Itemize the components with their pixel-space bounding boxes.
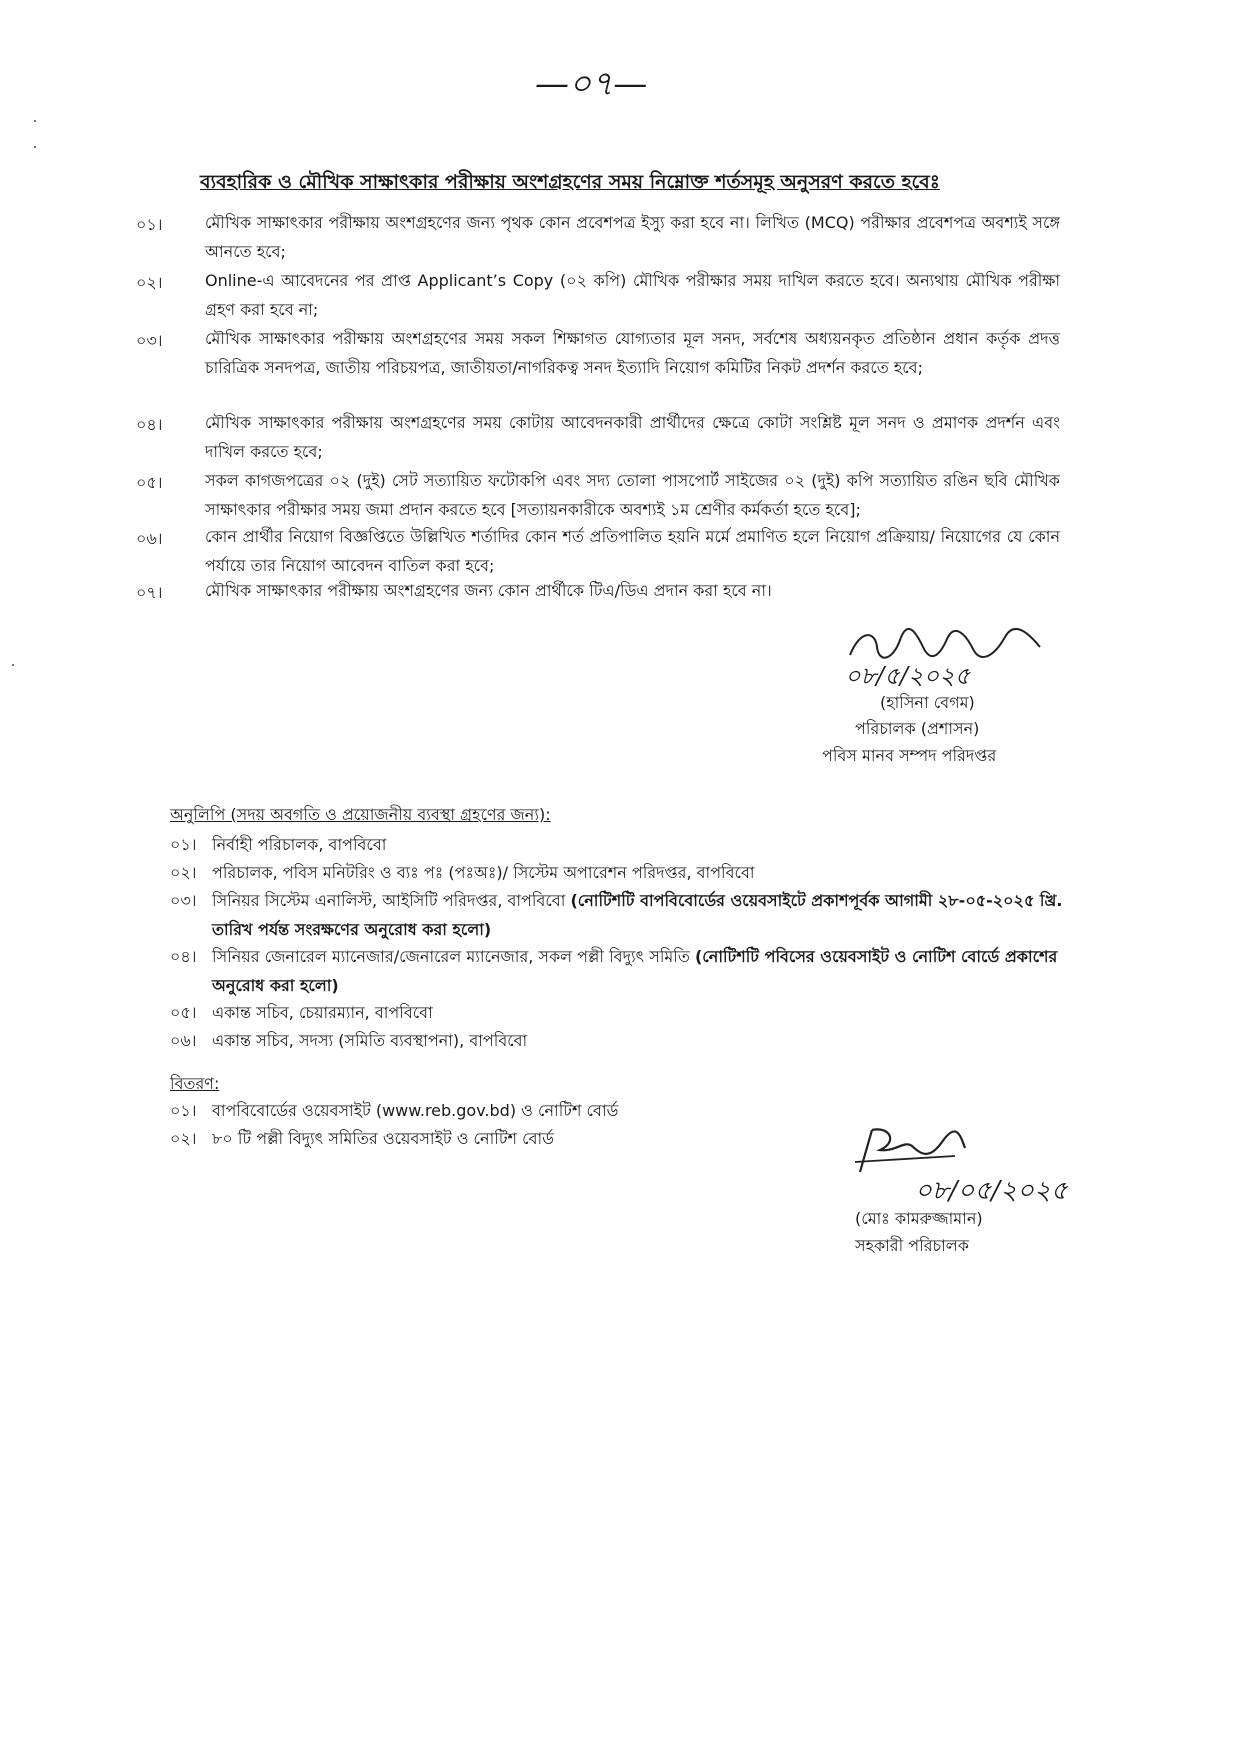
condition-text: Online-এ আবেদনের পর প্রাপ্ত Applicant’s Copy (০২ কপি) মৌখিক পরীক্ষার সময় দাখিল করতে হবে। অন্যথায় মৌখিক পরীক্ষা গ্রহণ করা হবে না;: [205, 271, 1060, 319]
copy-to-text: নির্বাহী পরিচালক, বাপবিবো: [212, 835, 387, 854]
signature-date-1: ০৮/৫/২০২৫: [845, 662, 971, 690]
signature-date-2: ০৮/০৫/২০২৫: [915, 1176, 1068, 1206]
copy-to-number: ০১।: [170, 835, 197, 854]
distribution-number: ০১।: [170, 1101, 197, 1120]
copy-to-title: অনুলিপি (সদয় অবগতি ও প্রয়োজনীয় ব্যবস্থা গ্রহণের জন্য):: [170, 805, 551, 824]
distribution-text: ৮০ টি পল্লী বিদ্যুৎ সমিতির ওয়েবসাইট ও নোটিশ বোর্ড: [212, 1129, 554, 1148]
condition-number: ০৬।: [136, 529, 163, 548]
condition-text: সকল কাগজপত্রের ০২ (দুই) সেট সত্যায়িত ফটোকপি এবং সদ্য তোলা পাসপোর্ট সাইজের ০২ (দুই) কপি সত্যায়িত রঙিন ছবি মৌখিক সাক্ষাৎকার পরীক্ষার সময় জমা প্রদান করতে হবে [সত্যায়নকারীকে অবশ্যই ১ম শ্রেণীর কর্মকর্তা হতে হবে];: [205, 471, 1060, 519]
scan-speck: [12, 664, 14, 666]
copy-to-number: ০৩।: [170, 891, 197, 910]
conditions-heading: ব্যবহারিক ও মৌখিক সাক্ষাৎকার পরীক্ষায় অংশগ্রহণের সময় নিম্নোক্ত শর্তসমূহ অনুসরণ করতে হবেঃ: [200, 171, 940, 193]
signatory-office-1: পবিস মানব সম্পদ পরিদপ্তর: [822, 746, 997, 765]
condition-number: ০৪।: [136, 415, 163, 434]
copy-to-number: ০৫।: [170, 1003, 197, 1022]
signatory-designation-2: সহকারী পরিচালক: [855, 1236, 969, 1255]
signatory-name-2: (মোঃ কামরুজ্জামান): [855, 1209, 983, 1228]
signatory-name-1: (হাসিনা বেগম): [880, 693, 975, 712]
copy-to-number: ০৪।: [170, 947, 197, 966]
copy-to-number: ০২।: [170, 863, 197, 882]
condition-number: ০২।: [136, 273, 163, 292]
condition-number: ০৭।: [136, 583, 163, 602]
copy-to-text: একান্ত সচিব, সদস্য (সমিতি ব্যবস্থাপনা), বাপবিবো: [212, 1031, 528, 1050]
condition-text: মৌখিক সাক্ষাৎকার পরীক্ষায় অংশগ্রহণের জন্য কোন প্রার্থীকে টিএ/ডিএ প্রদান করা হবে না।: [205, 581, 772, 600]
condition-number: ০৫।: [136, 473, 163, 492]
copy-to-bold-note: (নোটিশটি বাপবিবোর্ডের ওয়েবসাইটে প্রকাশপূর্বক আগামী ২৮-০৫-২০২৫ খ্রি. তারিখ পর্যন্ত সংরক্ষণের অনুরোধ করা হলো): [212, 891, 1063, 939]
condition-number: ০১।: [136, 215, 163, 234]
copy-to-text: সিনিয়র জেনারেল ম্যানেজার/জেনারেল ম্যানেজার, সকল পল্লী বিদ্যুৎ সমিতি: [212, 947, 695, 966]
condition-text: মৌখিক সাক্ষাৎকার পরীক্ষায় অংশগ্রহণের সময় সকল শিক্ষাগত যোগ্যতার মূল সনদ, সর্বশেষ অধ্যয়নকৃত প্রতিষ্ঠান প্রধান কর্তৃক প্রদত্ত চারিত্রিক সনদপত্র, জাতীয় পরিচয়পত্র, জাতীয়তা/নাগরিকত্ব সনদ ইত্যাদি নিয়োগ কমিটির নিকট প্রদর্শন করতে হবে;: [205, 329, 1060, 377]
condition-text: মৌখিক সাক্ষাৎকার পরীক্ষায় অংশগ্রহণের জন্য পৃথক কোন প্রবেশপত্র ইস্যু করা হবে না। লিখিত (MCQ) পরীক্ষার প্রবেশপত্র অবশ্যই সঙ্গে আনতে হবে;: [205, 213, 1060, 261]
condition-text: মৌখিক সাক্ষাৎকার পরীক্ষায় অংশগ্রহণের সময় কোটায় আবেদনকারী প্রার্থীদের ক্ষেত্রে কোটা সংশ্লিষ্ট মূল সনদ ও প্রমাণক প্রদর্শন এবং দাখিল করতে হবে;: [205, 413, 1060, 461]
page-number: —০৭—: [535, 64, 648, 104]
distribution-number: ০২।: [170, 1129, 197, 1148]
copy-to-number: ০৬।: [170, 1031, 197, 1050]
scan-speck: [34, 120, 36, 122]
distribution-text: বাপবিবোর্ডের ওয়েবসাইট (www.reb.gov.bd) ও নোটিশ বোর্ড: [212, 1101, 619, 1120]
copy-to-text: সিনিয়র সিস্টেম এনালিস্ট, আইসিটি পরিদপ্তর, বাপবিবো: [212, 891, 571, 910]
condition-text: কোন প্রার্থীর নিয়োগ বিজ্ঞপ্তিতে উল্লিখিত শর্তাদির কোন শর্ত প্রতিপালিত হয়নি মর্মে প্রমাণিত হলে নিয়োগ প্রক্রিয়ায়/ নিয়োগের যে কোন পর্যায়ে তার নিয়োগ আবেদন বাতিল করা হবে;: [205, 527, 1060, 575]
condition-number: ০৩।: [136, 331, 163, 350]
distribution-title: বিতরণ:: [170, 1074, 220, 1093]
copy-to-text: একান্ত সচিব, চেয়ারম্যান, বাপবিবো: [212, 1003, 433, 1022]
signatory-designation-1: পরিচালক (প্রশাসন): [855, 719, 980, 738]
copy-to-bold-note: (নোটিশটি পবিসের ওয়েবসাইট ও নোটিশ বোর্ডে প্রকাশের অনুরোধ করা হলো): [212, 947, 1058, 995]
scan-speck: [34, 146, 36, 148]
copy-to-text: পরিচালক, পবিস মনিটরিং ও ব্যঃ পঃ (পঃঅঃ)/ সিস্টেম অপারেশন পরিদপ্তর, বাপবিবো: [212, 863, 755, 882]
